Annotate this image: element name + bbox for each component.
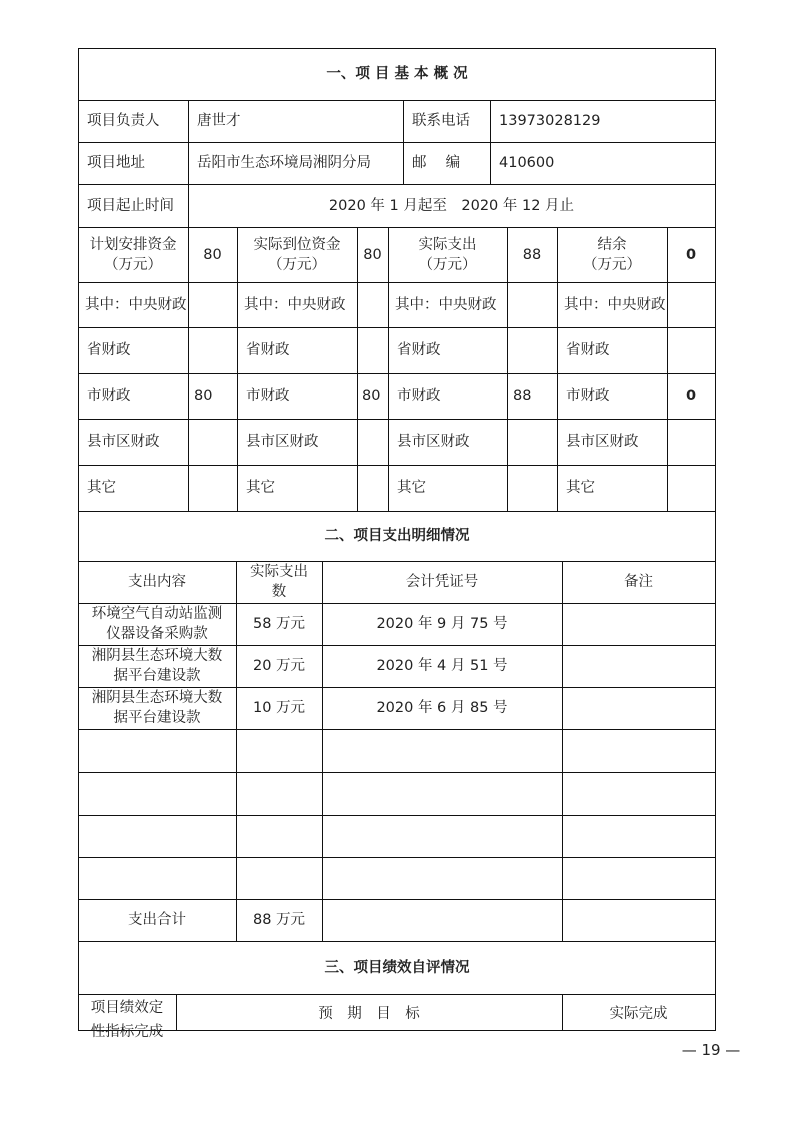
funding-row-label: 其它 [397, 480, 426, 496]
funding-row-label: 县市区财政 [566, 434, 639, 450]
value-phone: 13973028129 [499, 113, 601, 129]
funding-row-value [667, 465, 715, 511]
label-actual-spent-line2: （万元） [418, 256, 477, 273]
expense-content-line1: 湘阴县生态环境大数 [91, 648, 223, 664]
rule [78, 857, 716, 858]
expense-amount: 20 万元 [252, 658, 306, 674]
expense-note [562, 603, 715, 645]
value-planned-funds: 80 [203, 246, 222, 263]
expense-content [78, 645, 236, 687]
label-planned-funds [78, 227, 188, 282]
page-number: — 19 — [681, 1041, 741, 1059]
value-address: 岳阳市生态环境局湘阴分局 [197, 155, 371, 171]
actual-completion-header: 实际完成 [609, 1006, 668, 1022]
header-amount-line2: 数 [271, 584, 287, 600]
funding-row-value [188, 327, 237, 373]
value-received-funds: 80 [363, 246, 382, 263]
funding-row-value [357, 282, 388, 327]
value-period: 2020 年 1 月起至 2020 年 12 月止 [328, 197, 575, 214]
funding-row-value [357, 327, 388, 373]
label-received-funds [237, 227, 357, 282]
funding-row-label: 市财政 [246, 388, 290, 404]
section-title-expenditure-detail: 二、项目支出明细情况 [324, 528, 470, 544]
funding-row-label: 市财政 [566, 388, 610, 404]
value-postcode: 410600 [499, 155, 555, 171]
header-voucher: 会计凭证号 [405, 574, 479, 590]
funding-row-value: 88 [513, 388, 532, 404]
funding-row-value [357, 465, 388, 511]
expense-amount: 10 万元 [252, 700, 306, 716]
expense-content-line2: 据平台建设款 [113, 710, 201, 726]
label-planned-funds-line1: 计划安排资金 [89, 236, 177, 253]
expected-target-header: 预 期 目 标 [318, 1006, 420, 1022]
funding-row-label: 县市区财政 [397, 434, 470, 450]
expense-content-line1: 湘阴县生态环境大数 [91, 690, 223, 706]
funding-row-value [507, 465, 557, 511]
expense-note [562, 645, 715, 687]
expense-content-line1: 环境空气自动站监测 [91, 606, 223, 622]
funding-row-label: 县市区财政 [87, 434, 160, 450]
section-title-basic-info: 一、项 目 基 本 概 况 [326, 66, 468, 82]
funding-row-label: 其它 [566, 480, 595, 496]
rule [78, 815, 716, 816]
funding-row-label: 其它 [246, 480, 275, 496]
label-period: 项目起止时间 [87, 197, 174, 214]
expense-amount: 58 万元 [252, 616, 306, 632]
funding-row-label: 其中：中央财政 [85, 296, 187, 313]
funding-row-label: 省财政 [246, 342, 290, 358]
section-title-self-evaluation: 三、项目绩效自评情况 [324, 959, 470, 976]
expense-content-line2: 仪器设备采购款 [106, 626, 208, 642]
header-amount [236, 561, 322, 603]
qualitative-indicator-label [78, 994, 176, 1040]
funding-row-label: 县市区财政 [246, 434, 319, 450]
label-address: 项目地址 [87, 155, 145, 171]
qualitative-indicator-line1: 项目绩效定 [90, 1000, 164, 1016]
funding-row-label: 省财政 [397, 342, 441, 358]
funding-row-value [188, 419, 237, 465]
value-actual-spent: 88 [522, 246, 542, 263]
label-phone: 联系电话 [412, 113, 470, 129]
label-balance [557, 227, 667, 282]
label-actual-spent [388, 227, 507, 282]
qualitative-indicator-line2: 性指标完成 [90, 1024, 164, 1040]
expense-voucher: 2020 年 4 月 51 号 [376, 658, 508, 674]
expense-note [562, 687, 715, 729]
funding-row-value: 80 [362, 388, 381, 404]
funding-row-value: 80 [194, 388, 213, 404]
label-actual-spent-line1: 实际支出 [418, 236, 477, 253]
funding-row-label: 市财政 [397, 388, 441, 404]
rule [78, 772, 716, 773]
funding-row-label: 其它 [87, 480, 116, 496]
funding-row-value [507, 419, 557, 465]
label-received-funds-line2: （万元） [268, 256, 326, 273]
label-balance-line2: （万元） [583, 256, 641, 273]
header-note: 备注 [624, 574, 653, 590]
funding-row-label: 市财政 [87, 388, 131, 404]
funding-row-label: 其中：中央财政 [244, 296, 346, 313]
total-label: 支出合计 [128, 912, 186, 928]
label-responsible: 项目负责人 [87, 113, 160, 129]
value-balance: 0 [685, 246, 697, 263]
header-content: 支出内容 [128, 574, 186, 590]
expense-content [78, 603, 236, 645]
total-value: 88 万元 [252, 912, 306, 928]
label-planned-funds-line2: （万元） [104, 256, 162, 273]
label-balance-line1: 结余 [597, 236, 627, 253]
funding-row-value [667, 282, 715, 327]
funding-row-label: 其中：中央财政 [564, 296, 666, 313]
funding-row-label: 其中：中央财政 [395, 296, 497, 313]
expense-content-line2: 据平台建设款 [113, 668, 201, 684]
funding-row-label: 省财政 [87, 342, 131, 358]
funding-row-value [507, 282, 557, 327]
funding-row-value: 0 [685, 388, 697, 404]
funding-row-value [188, 282, 237, 327]
funding-row-value [188, 465, 237, 511]
funding-row-value [357, 419, 388, 465]
header-amount-line1: 实际支出 [250, 564, 308, 580]
expense-content [78, 687, 236, 729]
funding-row-label: 省财政 [566, 342, 610, 358]
rule [78, 729, 716, 730]
expense-voucher: 2020 年 9 月 75 号 [376, 616, 508, 632]
rule [78, 1030, 716, 1031]
funding-row-value [507, 327, 557, 373]
funding-row-value [667, 327, 715, 373]
value-responsible: 唐世才 [197, 113, 241, 129]
label-received-funds-line1: 实际到位资金 [253, 236, 341, 253]
expense-voucher: 2020 年 6 月 85 号 [376, 700, 508, 716]
funding-row-value [667, 419, 715, 465]
label-postcode: 邮 编 [412, 155, 461, 171]
